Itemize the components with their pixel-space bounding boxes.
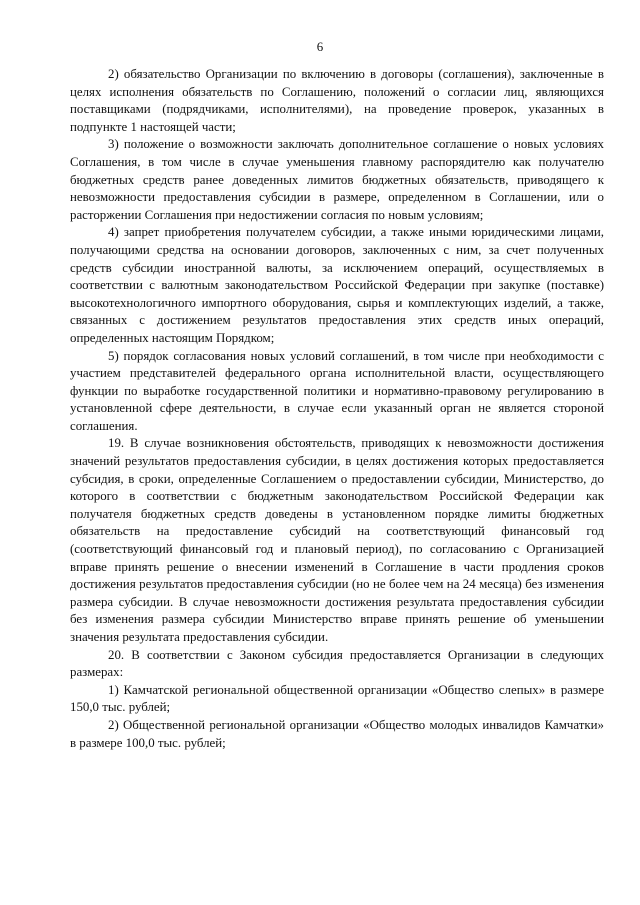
document-body (70, 66, 604, 752)
paragraph-clause-20: 20. В соответствии с Законом субсидия предоставляется Организации в следующих размерах: (70, 647, 604, 680)
paragraph-subitem-3: 3) положение о возможности заключать дополнительное соглашение о новых условиях Соглашения, в том числе в случае уменьшения главному распорядителю как получателю бюджетных средств ранее доведенных лимитов бюджетных обязательств, приводящего к невозможности предоставления субсидии в размере, определенном в Соглашении, или о расторжении Соглашения при недостижении согласия по новым условиям; (70, 137, 604, 222)
paragraph-subitem-4: 4) запрет приобретения получателем субсидии, а также иными юридическими лицами, получающими средства на основании договоров, заключенных с ним, за счет полученных средств субсидии иностранной валюты, за исключением операций, осуществляемых в соответствии с валютным законодательством Российской Федерации при закупке (поставке) высокотехнологичного импортного оборудования, сырья и комплектующих изделий, а также, связанных с достижением результатов предоставления этих средств иных операций, определенных настоящим Порядком; (70, 225, 604, 345)
paragraph-recipient-2: 2) Общественной региональной организации «Общество молодых инвалидов Камчатки» в размере 100,0 тыс. рублей; (70, 717, 604, 750)
paragraph-subitem-5: 5) порядок согласования новых условий соглашений, в том числе при необходимости с участием представителей федерального органа исполнительной власти, осуществляющего функции по выработке государственной политики и нормативно-правовому регулированию в установленной сфере деятельности, в случае если указанный орган не является стороной соглашения. (70, 348, 604, 433)
paragraph-subitem-2: 2) обязательство Организации по включению в договоры (соглашения), заключенные в целях исполнения обязательств по Соглашению, положений о согласии лиц, являющихся поставщиками (подрядчиками, исполнителями), на проведение проверок, указанных в подпункте 1 настоящей части; (70, 67, 604, 134)
paragraph-clause-19: 19. В случае возникновения обстоятельств, приводящих к невозможности достижения значений результатов предоставления субсидии, в целях достижения которых предоставляется субсидия, в сроки, определенные Соглашением о предоставлении субсидии, Министерство, до которого в соответствии с бюджетным законодательством Российской Федерации как получателя бюджетных средств доведены в установленном порядке лимиты бюджетных обязательств на предоставление субсидий на соответствующий финансовый год (соответствующий финансовый год и плановый период), по согласованию с Организацией вправе принять решение о внесении изменений в Соглашение в части продления сроков достижения результатов предоставления субсидии (но не более чем на 24 месяца) без изменения размера субсидии. В случае невозможности достижения результата предоставления субсидии без изменения размера субсидии Министерство вправе принять решение об уменьшении значения результата предоставления субсидии. (70, 436, 604, 644)
paragraph-recipient-1: 1) Камчатской региональной общественной организации «Общество слепых» в размере 150,0 тыс. рублей; (70, 682, 604, 715)
page-number: 6 (316, 40, 324, 54)
